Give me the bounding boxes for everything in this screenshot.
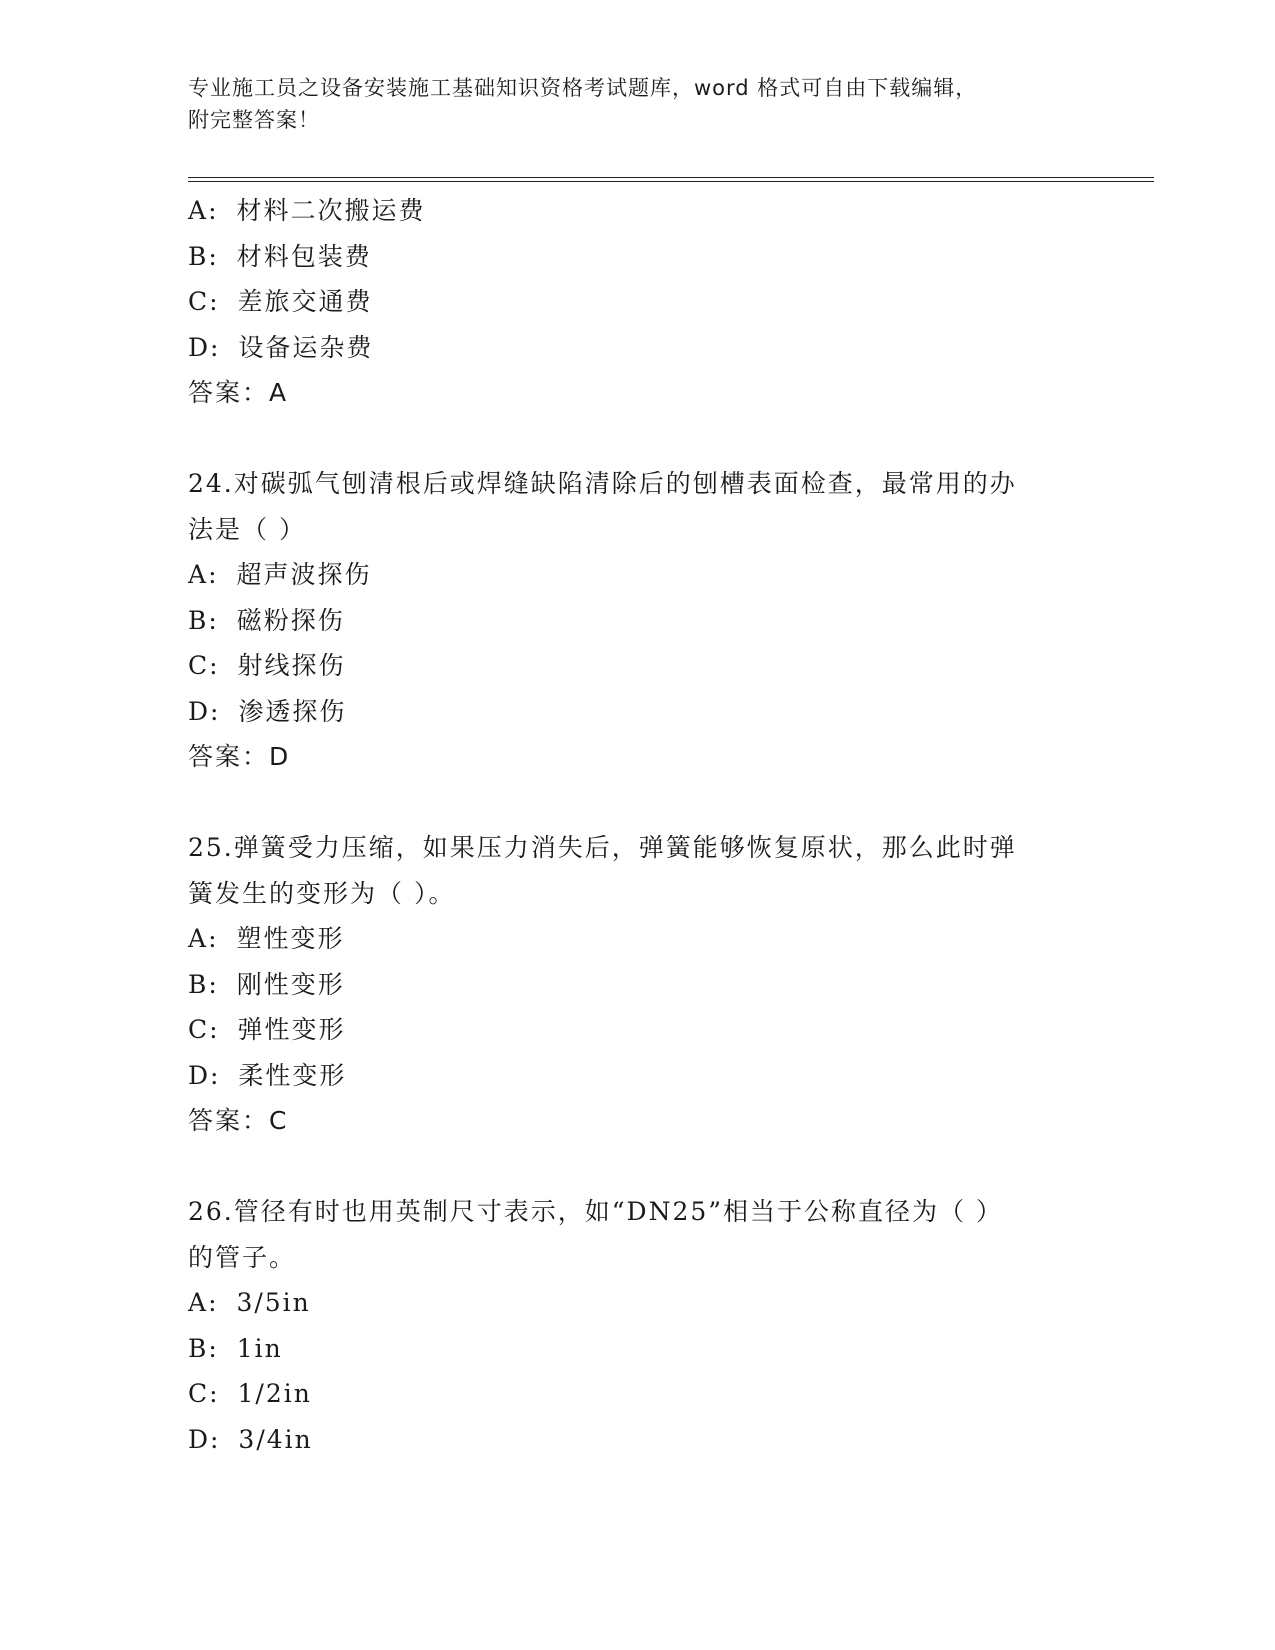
answer-line: 答案：C xyxy=(188,1106,289,1135)
option-key: B xyxy=(188,969,209,999)
option-separator: : xyxy=(208,924,229,953)
option-key: C xyxy=(188,651,210,680)
option-text: 1in xyxy=(236,1333,283,1363)
option-text: 3/4in xyxy=(238,1424,313,1454)
option-key: D xyxy=(188,1060,211,1090)
option-separator: : xyxy=(210,696,231,726)
option-b xyxy=(188,962,1088,1008)
option-key: A xyxy=(188,560,209,589)
option-text: 材料包装费 xyxy=(236,241,372,271)
option-separator: : xyxy=(208,560,229,589)
option-d xyxy=(188,325,1088,371)
option-separator: : xyxy=(209,1015,230,1044)
option-text: 柔性变形 xyxy=(238,1060,347,1090)
option-a xyxy=(188,188,1088,234)
answer-line: 答案：A xyxy=(188,378,289,407)
option-text: 3/5in xyxy=(236,1288,311,1317)
option-c xyxy=(188,279,1088,325)
option-separator: : xyxy=(208,1288,229,1317)
option-text: 刚性变形 xyxy=(236,969,345,999)
option-text: 塑性变形 xyxy=(236,924,345,953)
option-text: 磁粉探伤 xyxy=(236,605,345,635)
option-separator: : xyxy=(208,196,229,225)
header-divider xyxy=(188,177,1154,182)
option-separator: : xyxy=(209,287,230,316)
question-list xyxy=(188,188,1088,1462)
spacer xyxy=(188,416,1088,462)
option-separator: : xyxy=(210,1060,231,1090)
question-text xyxy=(188,461,1078,552)
option-text: 弹性变形 xyxy=(237,1015,346,1044)
option-text: 射线探伤 xyxy=(237,651,346,680)
document-header xyxy=(188,72,1088,136)
option-c xyxy=(188,1371,1088,1417)
option-b xyxy=(188,1326,1088,1372)
option-separator: : xyxy=(208,241,229,271)
question-text-line-1: 25.弹簧受力压缩，如果压力消失后，弹簧能够恢复原状，那么此时弹 xyxy=(188,833,1017,862)
option-key: C xyxy=(188,287,210,316)
question-text-line-2: 的管子。 xyxy=(188,1242,297,1272)
option-key: B xyxy=(188,605,209,635)
question-25 xyxy=(188,825,1088,1144)
spacer xyxy=(188,1144,1088,1190)
option-separator: : xyxy=(208,969,229,999)
option-key: D xyxy=(188,696,211,726)
option-key: B xyxy=(188,1333,209,1363)
option-separator: : xyxy=(209,651,230,680)
option-text: 差旅交通费 xyxy=(237,287,373,316)
option-separator: : xyxy=(208,1333,229,1363)
option-text: 材料二次搬运费 xyxy=(236,196,426,225)
option-text: 超声波探伤 xyxy=(236,560,372,589)
option-d xyxy=(188,689,1088,735)
header-line-1: 专业施工员之设备安装施工基础知识资格考试题库，word 格式可自由下载编辑， xyxy=(188,76,978,100)
option-separator: : xyxy=(210,1424,231,1454)
option-key: B xyxy=(188,241,209,271)
option-a xyxy=(188,1280,1088,1326)
option-key: A xyxy=(188,1288,209,1317)
option-b xyxy=(188,598,1088,644)
option-separator: : xyxy=(208,605,229,635)
option-key: A xyxy=(188,196,209,225)
question-24 xyxy=(188,461,1088,780)
option-text: 1/2in xyxy=(237,1379,312,1408)
option-key: A xyxy=(188,924,209,953)
option-text: 渗透探伤 xyxy=(238,696,347,726)
option-b xyxy=(188,234,1088,280)
option-d xyxy=(188,1417,1088,1463)
question-text-line-2: 法是（ ） xyxy=(188,514,306,544)
question-26 xyxy=(188,1189,1088,1462)
option-separator: : xyxy=(210,332,231,362)
option-a xyxy=(188,552,1088,598)
answer-line: 答案：D xyxy=(188,742,291,771)
question-23 xyxy=(188,188,1088,416)
question-text xyxy=(188,1189,1078,1280)
option-c xyxy=(188,1007,1088,1053)
question-text-line-2: 簧发生的变形为（ ）。 xyxy=(188,878,456,908)
question-text xyxy=(188,825,1078,916)
question-text-line-1: 24.对碳弧气刨清根后或焊缝缺陷清除后的刨槽表面检查，最常用的办 xyxy=(188,469,1017,498)
option-key: C xyxy=(188,1379,210,1408)
option-d xyxy=(188,1053,1088,1099)
option-c xyxy=(188,643,1088,689)
header-line-2: 附完整答案！ xyxy=(188,108,320,132)
option-key: D xyxy=(188,1424,211,1454)
option-key: C xyxy=(188,1015,210,1044)
option-text: 设备运杂费 xyxy=(238,332,374,362)
question-text-line-1: 26.管径有时也用英制尺寸表示，如“DN25”相当于公称直径为（ ） xyxy=(188,1197,1003,1226)
spacer xyxy=(188,780,1088,826)
option-a xyxy=(188,916,1088,962)
option-separator: : xyxy=(209,1379,230,1408)
option-key: D xyxy=(188,332,211,362)
